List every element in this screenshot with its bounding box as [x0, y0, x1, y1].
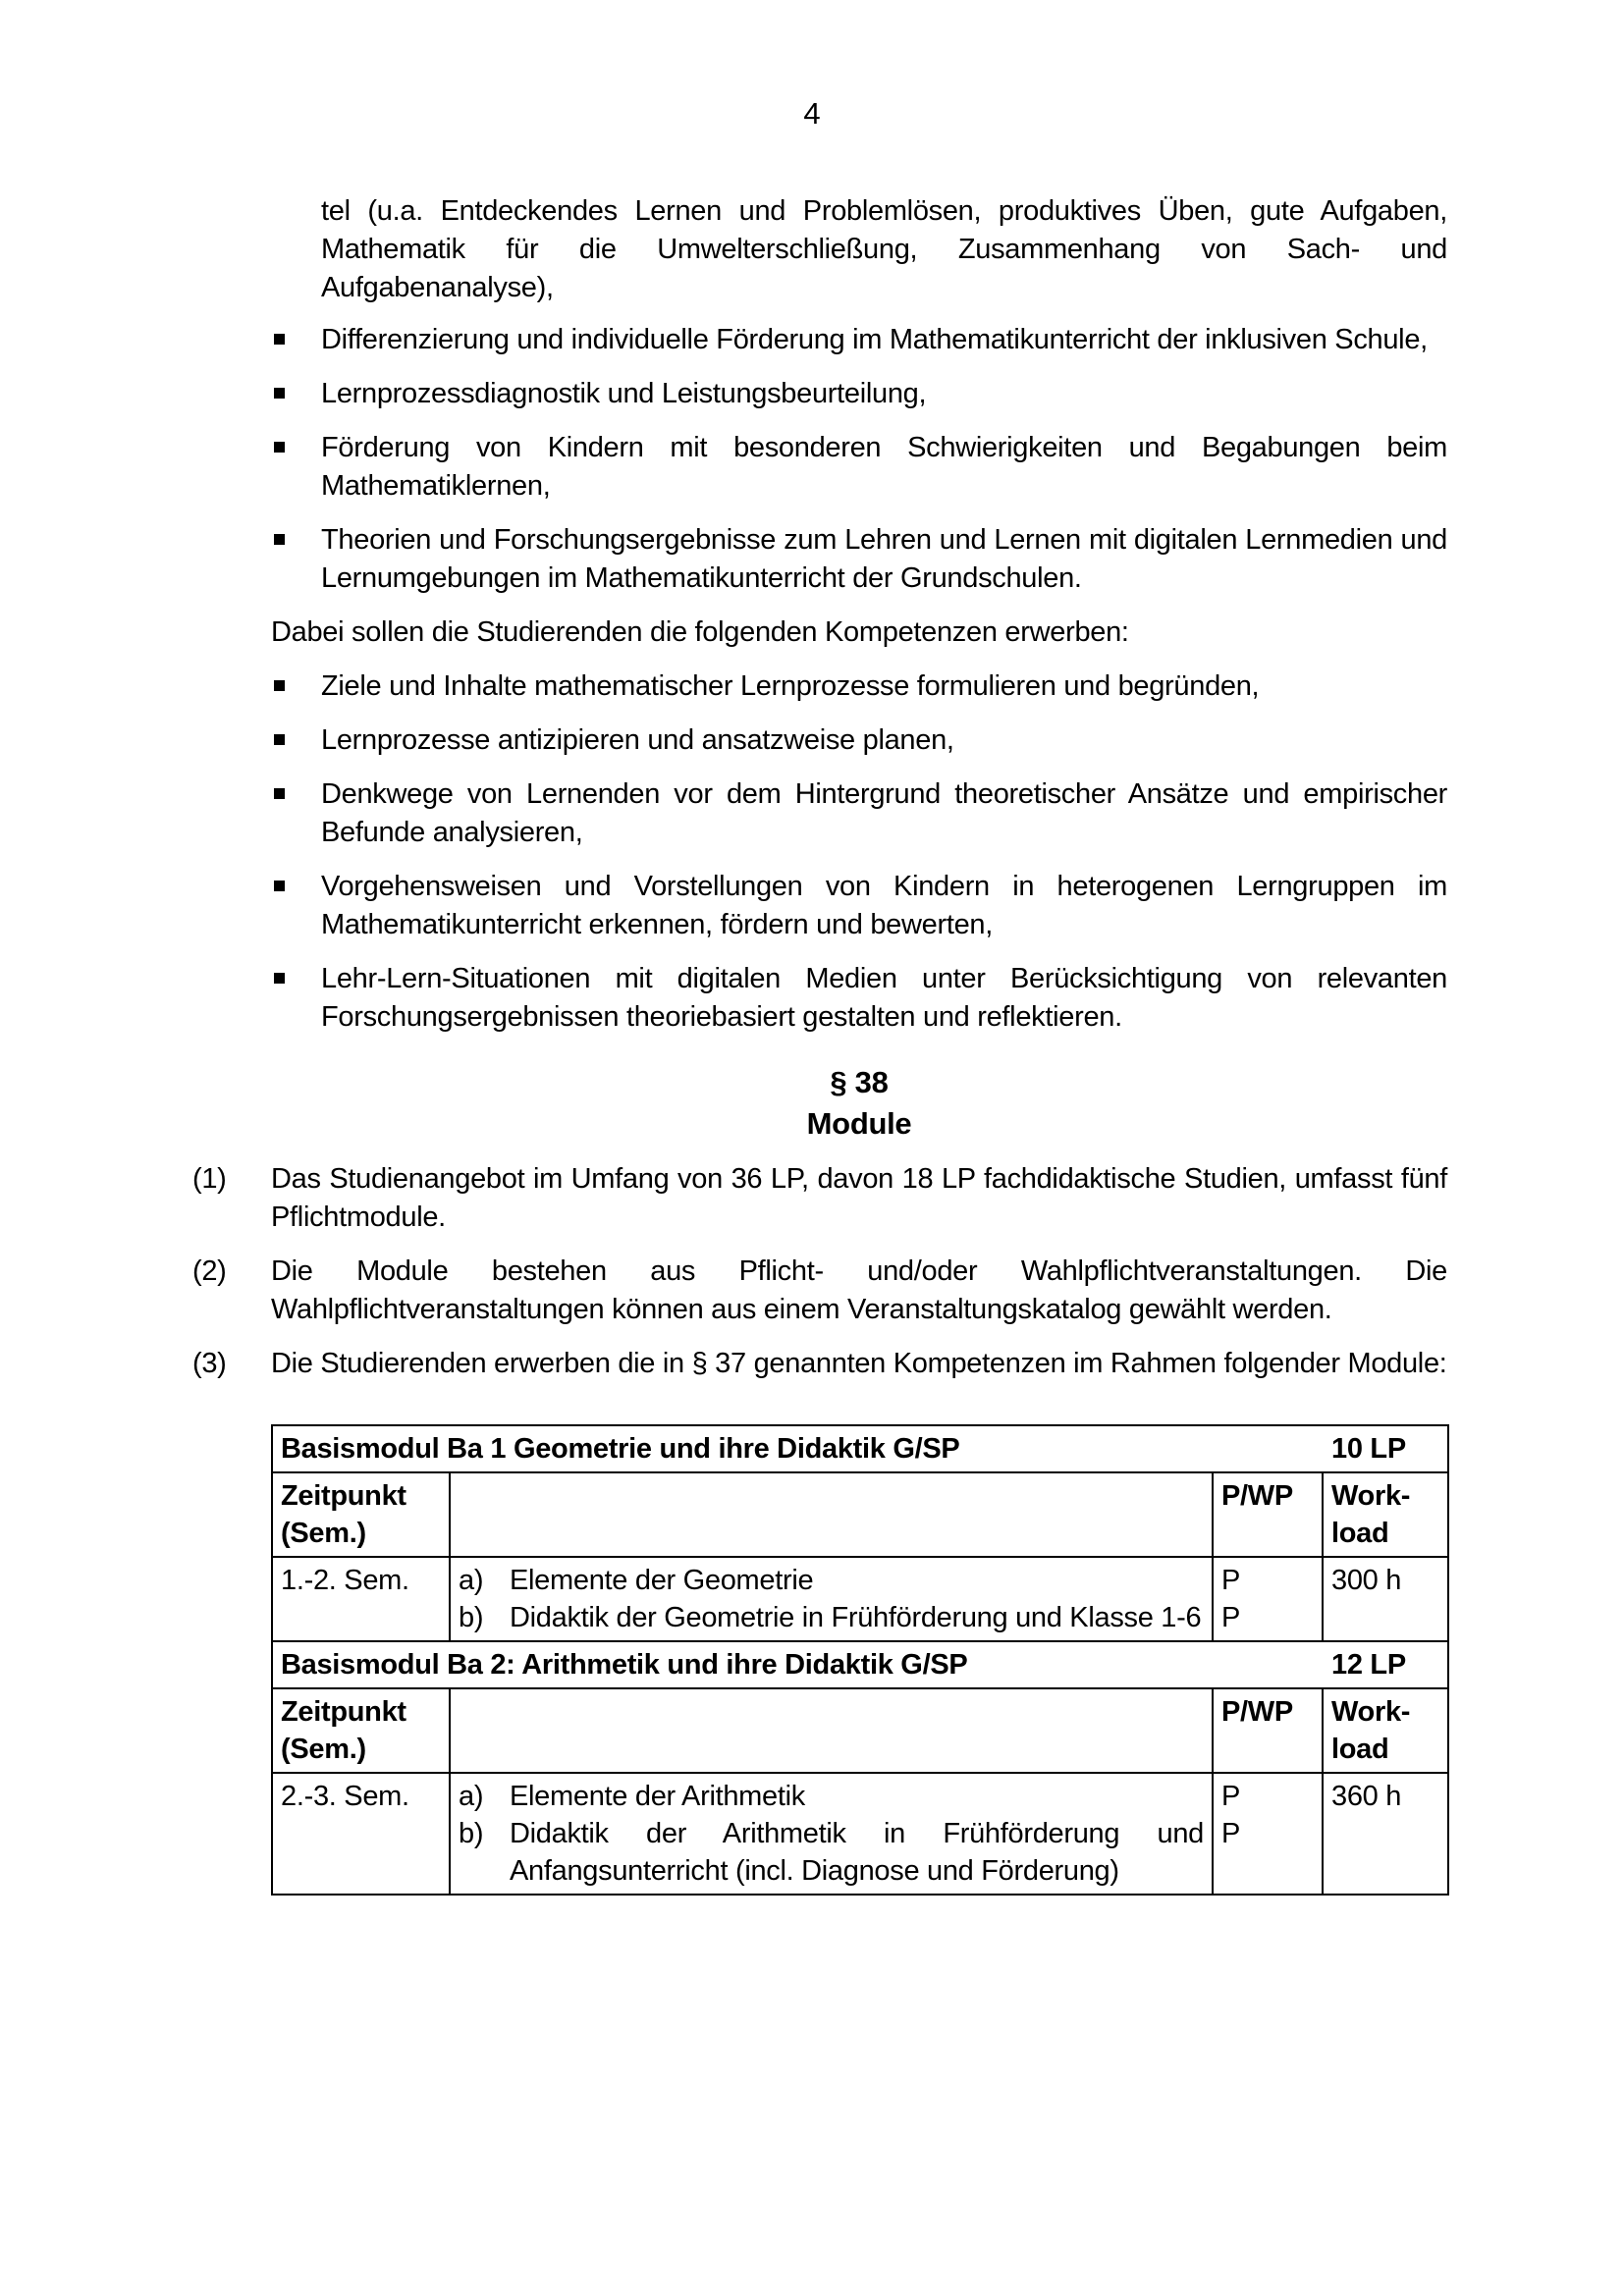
- module-credits: 10 LP: [1331, 1433, 1406, 1465]
- column-header-time: Zeitpunkt (Sem.): [272, 1688, 450, 1773]
- module-credits: 12 LP: [1331, 1649, 1406, 1681]
- courses-cell: [450, 1773, 1213, 1895]
- module-title: Basismodul Ba 2: Arithmetik und ihre Didaktik G/SP: [281, 1649, 968, 1681]
- table-row: [272, 1773, 1448, 1895]
- square-bullet-icon: [274, 442, 285, 453]
- list-item: Ziele und Inhalte mathematischer Lernprozesse formulieren und begründen,: [271, 667, 1447, 706]
- courses-cell: [450, 1557, 1213, 1641]
- numbered-paragraph: (3) Die Studierenden erwerben die in § 37 genannten Kompetenzen im Rahmen folgender Module:: [271, 1345, 1447, 1383]
- list-item: Förderung von Kindern mit besonderen Schwierigkeiten und Begabungen beim Mathematiklernen,: [271, 429, 1447, 506]
- list-item: Denkwege von Lernenden vor dem Hintergrund theoretischer Ansätze und empirischer Befunde analysieren,: [271, 775, 1447, 852]
- module-title-row: [272, 1641, 1448, 1688]
- table-header-row: [272, 1472, 1448, 1557]
- column-header-pwp: P/WP: [1213, 1688, 1323, 1773]
- square-bullet-icon: [274, 734, 285, 745]
- competence-intro: Dabei sollen die Studierenden die folgenden Kompetenzen erwerben:: [271, 616, 1129, 648]
- section-heading: [271, 1062, 1447, 1145]
- square-bullet-icon: [274, 388, 285, 399]
- numbered-paragraph: (1) Das Studienangebot im Umfang von 36 LP, davon 18 LP fachdidaktische Studien, umfasst fünf Pflichtmodule.: [271, 1160, 1447, 1237]
- course-item: b) Didaktik der Geometrie in Frühförderung und Klasse 1-6: [459, 1602, 1202, 1633]
- intro-continuation: tel (u.a. Entdeckendes Lernen und Problemlösen, produktives Üben, gute Aufgaben, Mathematik für die Umwelterschließung, Zusammenhang von Sach- und Aufgabenanalyse),: [321, 195, 1447, 303]
- content-bullet-list: [271, 321, 1447, 598]
- section-title: Module: [806, 1106, 912, 1141]
- module-title-row: [272, 1425, 1448, 1472]
- paragraph-number: (1): [192, 1163, 227, 1195]
- course-item: a) Elemente der Arithmetik: [459, 1781, 805, 1812]
- square-bullet-icon: [274, 534, 285, 545]
- module-title: Basismodul Ba 1 Geometrie und ihre Didaktik G/SP: [281, 1433, 960, 1465]
- square-bullet-icon: [274, 680, 285, 691]
- numbered-paragraph: (2) Die Module bestehen aus Pflicht- und/oder Wahlpflichtveranstaltungen. Die Wahlpflichtveranstaltungen können aus einem Veranstaltungskatalog gewählt werden.: [271, 1253, 1447, 1329]
- column-header-pwp: P/WP: [1213, 1472, 1323, 1557]
- semester-cell: 1.-2. Sem.: [272, 1557, 450, 1641]
- paragraph-number: (3): [192, 1348, 227, 1379]
- workload-cell: 300 h: [1323, 1557, 1448, 1641]
- square-bullet-icon: [274, 334, 285, 345]
- column-header-workload: Work-load: [1323, 1688, 1448, 1773]
- list-item: Lernprozessdiagnostik und Leistungsbeurteilung,: [271, 375, 1447, 413]
- module-table: [271, 1424, 1449, 1896]
- numbered-paragraphs: [192, 1160, 1447, 1383]
- semester-cell: 2.-3. Sem.: [272, 1773, 450, 1895]
- document-body: [192, 192, 1447, 1896]
- paragraph-number: (2): [192, 1255, 227, 1287]
- list-item: Vorgehensweisen und Vorstellungen von Kindern in heterogenen Lerngruppen im Mathematikunterricht erkennen, fördern und bewerten,: [271, 868, 1447, 944]
- list-item: Lehr-Lern-Situationen mit digitalen Medien unter Berücksichtigung von relevanten Forschungsergebnissen theoriebasiert gestalten und reflektieren.: [271, 960, 1447, 1037]
- list-item: Differenzierung und individuelle Förderung im Mathematikunterricht der inklusiven Schule,: [271, 321, 1447, 359]
- course-item: b) Didaktik der Arithmetik in Frühförderung und Anfangsunterricht (incl. Diagnose und Förderung): [459, 1818, 1204, 1887]
- page-number: 4: [803, 96, 821, 131]
- pwp-cell: P P: [1213, 1773, 1323, 1895]
- table-row: [272, 1557, 1448, 1641]
- course-item: a) Elemente der Geometrie: [459, 1565, 814, 1596]
- column-header-blank: [450, 1472, 1213, 1557]
- pwp-cell: P P: [1213, 1557, 1323, 1641]
- competence-bullet-list: [271, 667, 1447, 1037]
- list-item: Lernprozesse antizipieren und ansatzweise planen,: [271, 721, 1447, 760]
- column-header-blank: [450, 1688, 1213, 1773]
- square-bullet-icon: [274, 788, 285, 799]
- square-bullet-icon: [274, 881, 285, 891]
- table-header-row: [272, 1688, 1448, 1773]
- section-number: § 38: [830, 1065, 889, 1099]
- list-item: Theorien und Forschungsergebnisse zum Lehren und Lernen mit digitalen Lernmedien und Lernumgebungen im Mathematikunterricht der Grundschulen.: [271, 521, 1447, 598]
- column-header-time: Zeitpunkt (Sem.): [272, 1472, 450, 1557]
- column-header-workload: Work-load: [1323, 1472, 1448, 1557]
- square-bullet-icon: [274, 973, 285, 984]
- workload-cell: 360 h: [1323, 1773, 1448, 1895]
